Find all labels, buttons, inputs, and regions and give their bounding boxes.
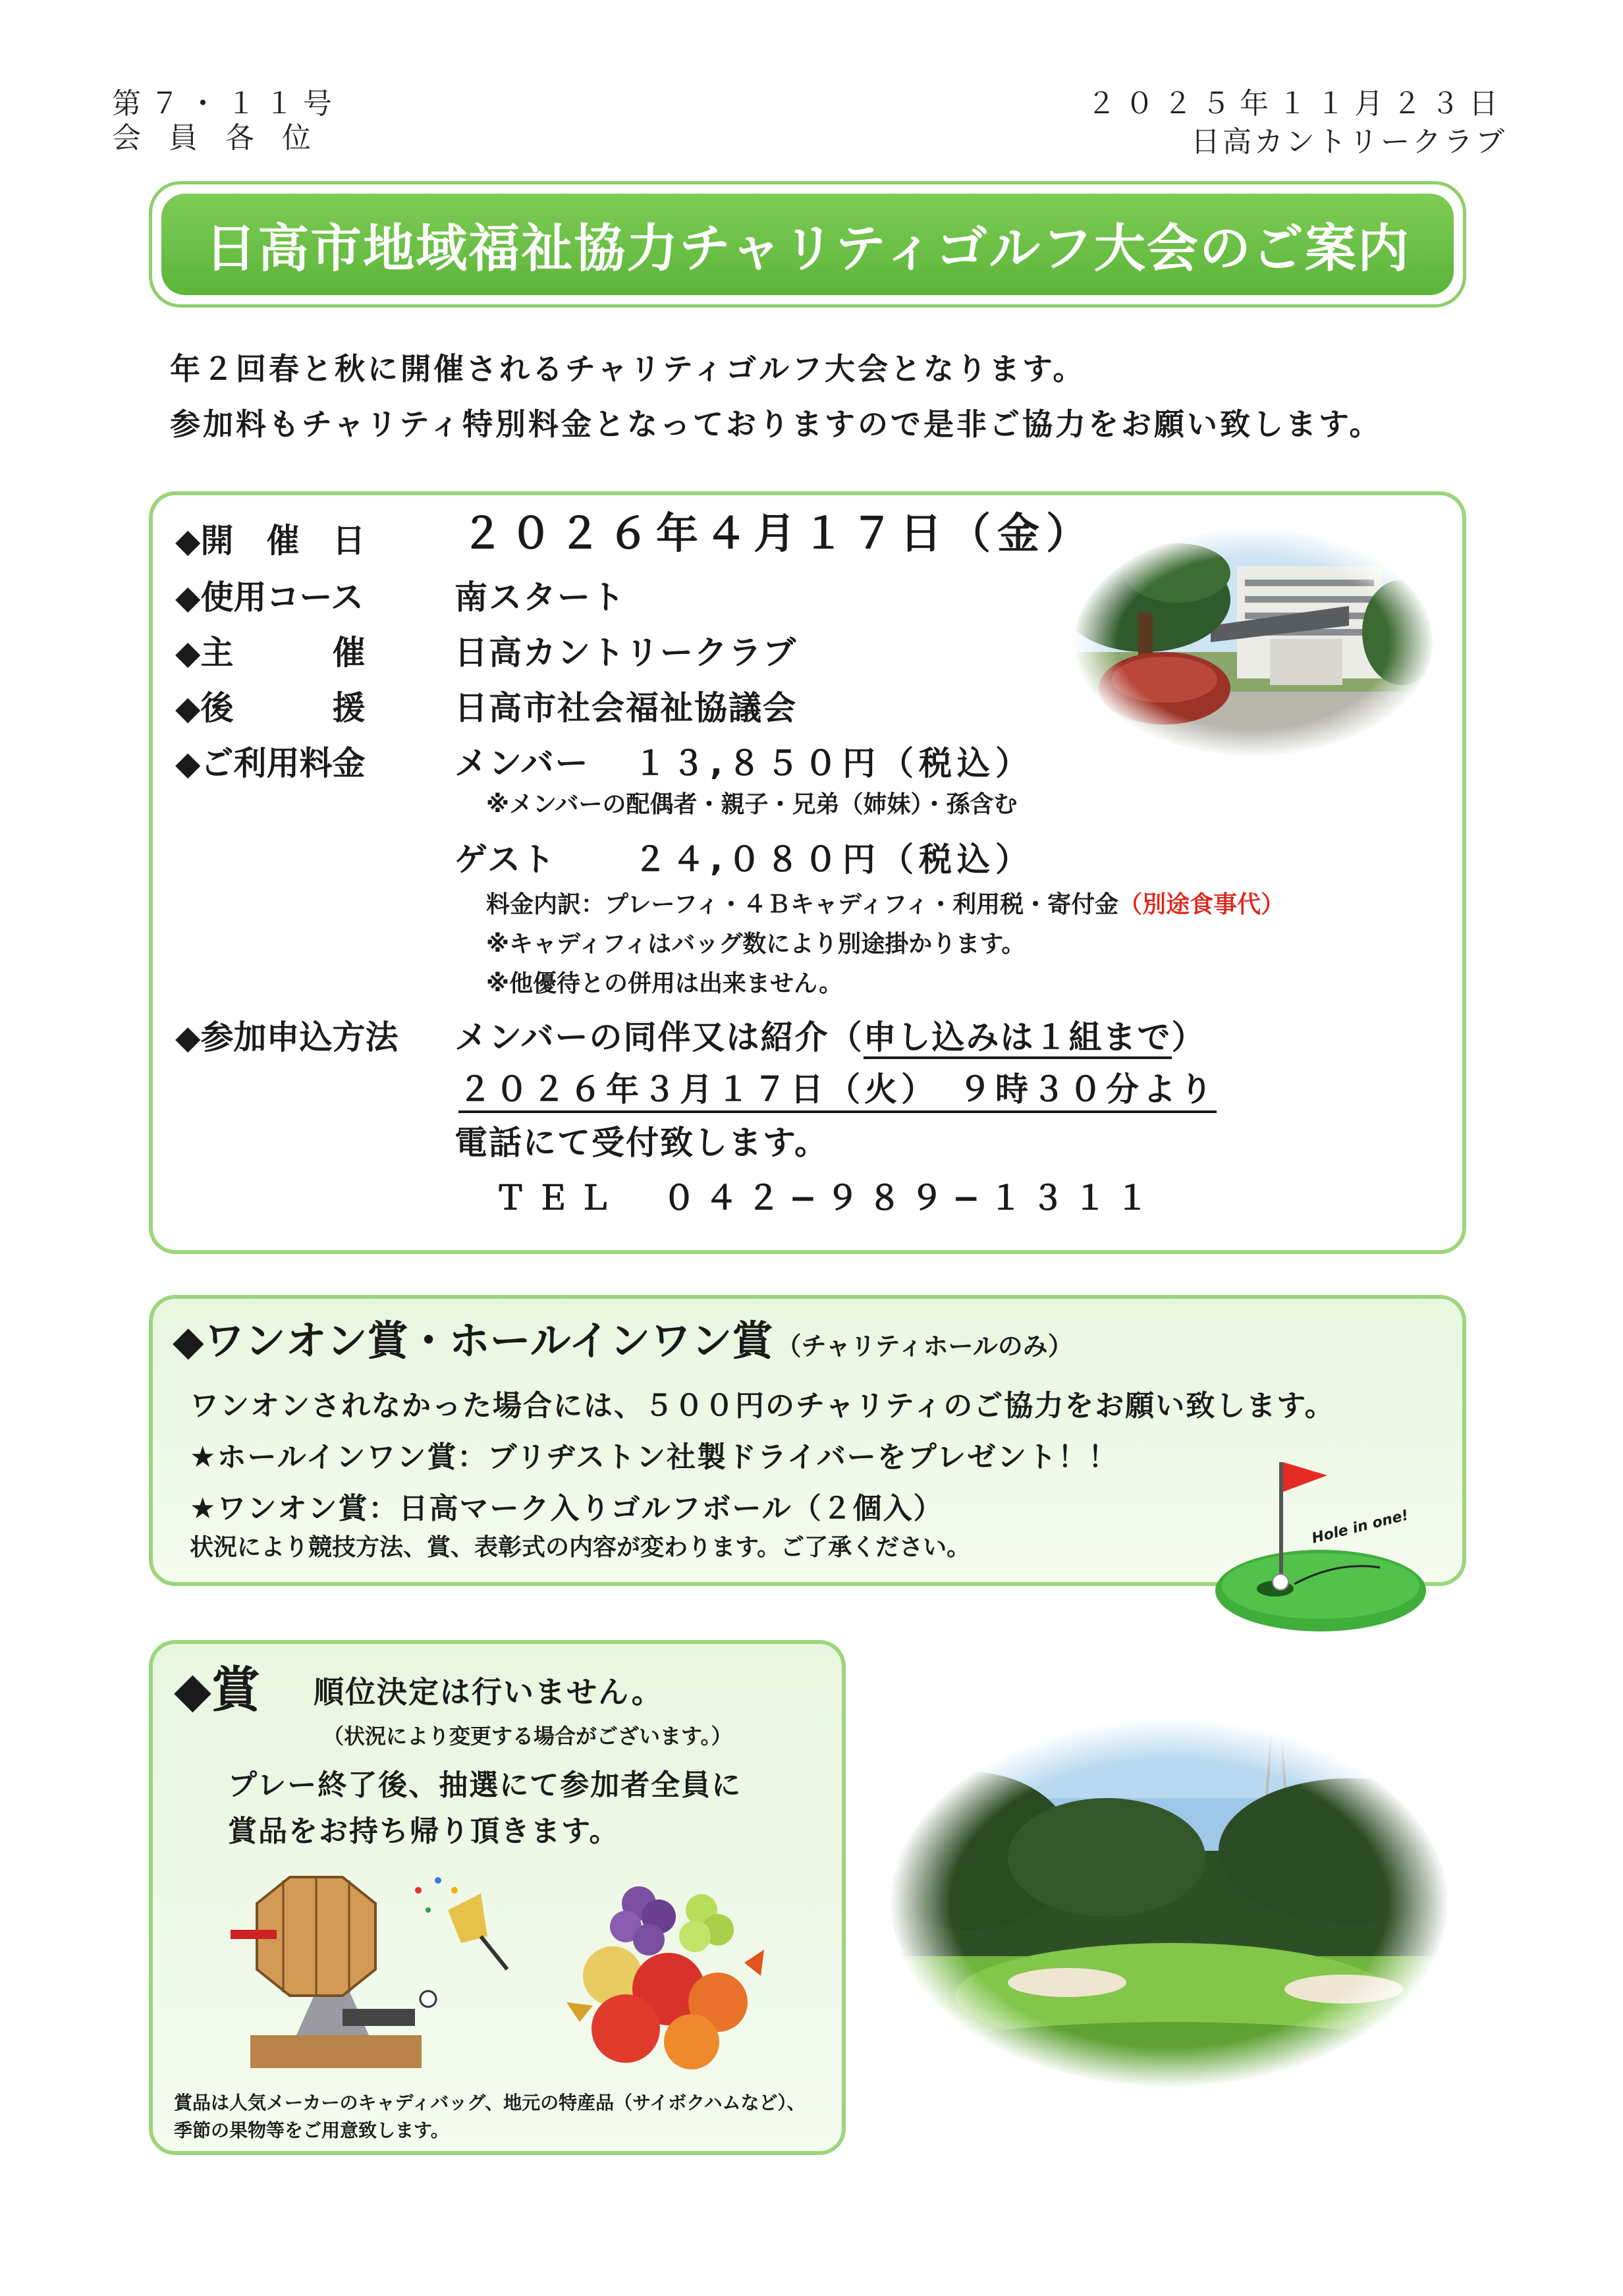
oneon-heading (173, 1315, 1073, 1367)
apply-phone-text: 電話にて受付致します。 (454, 1124, 829, 1162)
combo-note: ※他優待との併用は出来ません。 (486, 970, 843, 997)
intro-line-1: 年２回春と秋に開催されるチャリティゴルフ大会となります。 (170, 351, 1086, 387)
label-course: ◆使用コース (175, 578, 364, 616)
hole-in-one-text: Hole in one! (1310, 1507, 1410, 1547)
issue-date: ２０２５年１１月２３日 (1087, 87, 1507, 121)
hole-in-one-illustration (1212, 1442, 1429, 1640)
page-title: 日高市地域福祉協力チャリティゴルフ大会のご案内 (161, 194, 1454, 295)
prize-title: ◆賞 (174, 1662, 260, 1718)
clubhouse-photo (1072, 527, 1435, 757)
prize-foot-1: 賞品は人気メーカーのキャディバッグ、地元の特産品（サイボクハムなど）、 (174, 2092, 806, 2114)
apply-suffix: ） (1171, 1018, 1206, 1056)
member-fee: １３,８５０円（税込） (634, 744, 1033, 782)
fee-breakdown (486, 887, 1284, 923)
apply-prefix: メンバーの同伴又は紹介（ (454, 1018, 864, 1056)
label-date: ◆開 催 日 (175, 522, 366, 560)
addressee: 会 員 各 位 (112, 121, 320, 155)
prize-subnote: （状況により変更する場合がございます。） (323, 1724, 732, 1749)
caddie-note: ※キャディフィはバッグ数により別途掛かります。 (486, 931, 1026, 958)
club-name: 日高カントリークラブ (1191, 125, 1507, 159)
course-value: 南スタート (454, 578, 626, 616)
apply-date: ２０２６年３月１７日（火） ９時３０分より (458, 1068, 1217, 1113)
label-apply: ◆参加申込方法 (175, 1018, 399, 1056)
label-host: ◆主 催 (175, 634, 366, 672)
oneon-line-4: 状況により競技方法、賞、表彰式の内容が変わります。ご了承ください。 (190, 1534, 971, 1561)
tel-number: ＴＥＬ ０４２−９８９−１３１１ (494, 1179, 1158, 1217)
guest-label: ゲスト (454, 840, 556, 879)
fruit-illustration (560, 1864, 777, 2075)
oneon-subtitle: （チャリティホールのみ） (776, 1332, 1073, 1361)
oneon-title: ◆ワンオン賞・ホールインワン賞 (173, 1317, 773, 1365)
meal-cost-note: （別途食事代） (1118, 891, 1285, 918)
fee-breakdown-text: 料金内訳：プレーフィ・４Ｂキャディフィ・利用税・寄付金 (486, 891, 1119, 918)
oneon-line-2: ★ホールインワン賞：ブリヂストン社製ドライバーをプレゼント！！ (190, 1440, 1119, 1474)
prize-foot-2: 季節の果物等をご用意致します。 (174, 2119, 449, 2141)
lottery-machine-illustration (211, 1864, 514, 2081)
golf-course-photo (889, 1719, 1449, 2088)
apply-limit: 申し込みは１組まで (864, 1018, 1172, 1059)
label-fee: ◆ご利用料金 (175, 744, 366, 782)
prize-line-2: 賞品をお持ち帰り頂きます。 (228, 1815, 620, 1848)
member-note: ※メンバーの配偶者・親子・兄弟（姉妹）・孫含む (486, 791, 1018, 818)
issue-number: 第７・１１号 (112, 87, 341, 121)
prize-subtitle: 順位決定は行いません。 (314, 1674, 663, 1710)
oneon-line-1: ワンオンされなかった場合には、５００円のチャリティのご協力をお願い致します。 (190, 1389, 1335, 1423)
intro-line-2: 参加料もチャリティ特別料金となっておりますので是非ご協力をお願い致します。 (170, 406, 1383, 442)
host-value: 日高カントリークラブ (454, 634, 797, 672)
label-support: ◆後 援 (175, 689, 366, 727)
oneon-line-3: ★ワンオン賞：日高マーク入りゴルフボール（２個入） (190, 1492, 944, 1525)
event-date: ２０２６年４月１７日（金） (461, 510, 1095, 559)
member-label: メンバー (454, 744, 590, 782)
title-banner (149, 181, 1466, 308)
support-value: 日高市社会福祉協議会 (454, 689, 797, 727)
guest-fee: ２４,０８０円（税込） (634, 840, 1033, 879)
prize-line-1: プレー終了後、抽選にて参加者全員に (228, 1768, 742, 1802)
apply-method (454, 1014, 1206, 1060)
